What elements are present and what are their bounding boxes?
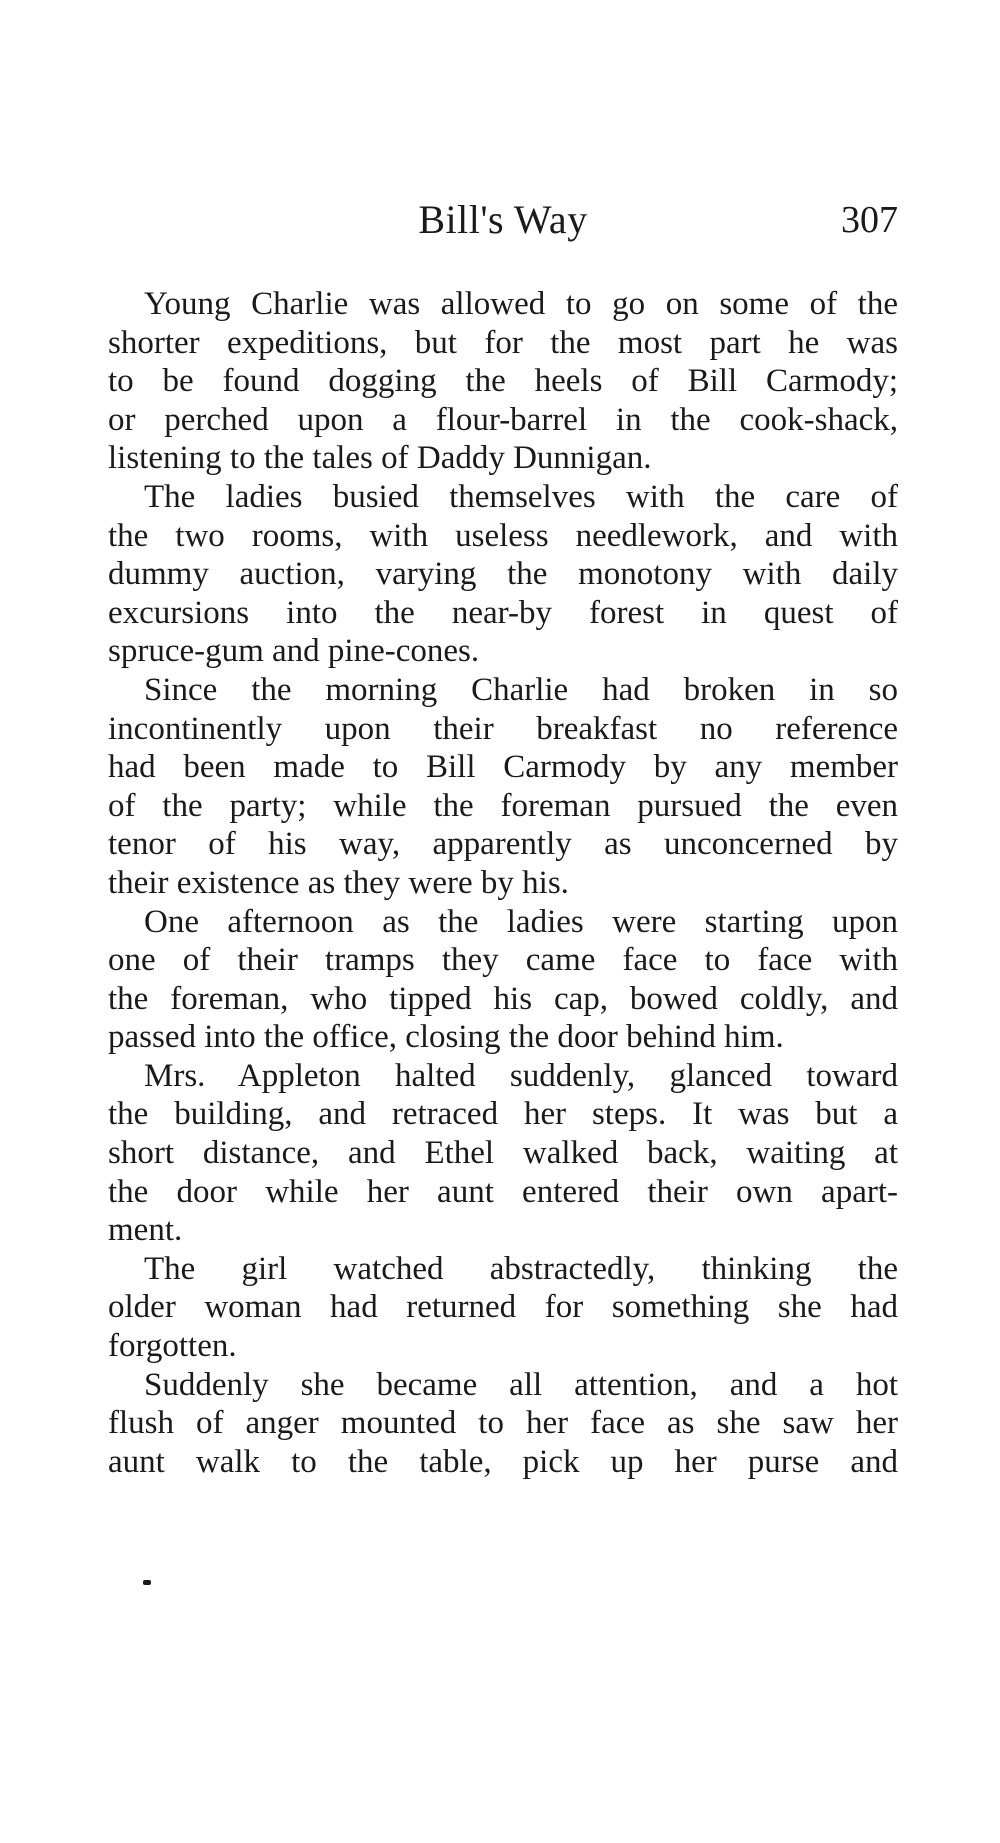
page-number: 307: [841, 199, 898, 241]
text-line: spruce-gum and pine-cones.: [108, 633, 480, 670]
running-title: Bill's Way: [418, 197, 588, 242]
text-line: their existence as they were by his.: [108, 864, 569, 901]
text-line: The ladies busied themselves with the care of: [144, 478, 898, 515]
paragraph-1: [108, 285, 898, 478]
text-line: forgotten.: [108, 1328, 237, 1365]
text-line: ment.: [108, 1212, 183, 1249]
text-line: short distance, and Ethel walked back, waiting at: [108, 1135, 898, 1172]
text-line: Suddenly she became all attention, and a hot: [144, 1366, 898, 1403]
text-line: to be found dogging the heels of Bill Carmody;: [108, 363, 898, 400]
text-line: listening to the tales of Daddy Dunnigan.: [108, 440, 652, 477]
text-line: of the party; while the foreman pursued the even: [108, 787, 898, 824]
text-line: passed into the office, closing the door behind him.: [108, 1019, 784, 1056]
text-line: The girl watched abstractedly, thinking the: [144, 1250, 898, 1287]
text-line: excursions into the near-by forest in quest of: [108, 594, 898, 631]
paragraph-4: [108, 903, 898, 1057]
text-line: flush of anger mounted to her face as she saw her: [108, 1405, 898, 1442]
text-line: the two rooms, with useless needlework, and with: [108, 517, 898, 554]
paragraph-3: [108, 671, 898, 903]
text-line: the foreman, who tipped his cap, bowed coldly, and: [108, 980, 898, 1017]
paragraph-5: [108, 1057, 898, 1250]
text-line: Mrs. Appleton halted suddenly, glanced toward: [144, 1057, 898, 1094]
text-line: or perched upon a flour-barrel in the cook-shack,: [108, 401, 898, 438]
paragraph-2: [108, 478, 898, 671]
text-line: One afternoon as the ladies were starting upon: [144, 903, 898, 940]
print-speck: [143, 1580, 151, 1585]
running-head: [108, 190, 898, 250]
text-line: tenor of his way, apparently as unconcerned by: [108, 826, 898, 863]
text-line: shorter expeditions, but for the most part he was: [108, 324, 898, 361]
text-line: incontinently upon their breakfast no reference: [108, 710, 898, 747]
text-line: dummy auction, varying the monotony with daily: [108, 556, 898, 593]
text-line: aunt walk to the table, pick up her purse and: [108, 1443, 898, 1480]
body-text: [108, 285, 898, 1481]
text-line: one of their tramps they came face to face with: [108, 942, 898, 979]
text-line: older woman had returned for something she had: [108, 1289, 898, 1326]
text-line: the door while her aunt entered their own apart-: [108, 1173, 898, 1210]
text-line: the building, and retraced her steps. It was but a: [108, 1096, 898, 1133]
paragraph-6: [108, 1250, 898, 1366]
text-line: had been made to Bill Carmody by any member: [108, 749, 898, 786]
text-line: Since the morning Charlie had broken in so: [144, 671, 898, 708]
paragraph-7: [108, 1366, 898, 1482]
text-line: Young Charlie was allowed to go on some of the: [144, 286, 898, 322]
